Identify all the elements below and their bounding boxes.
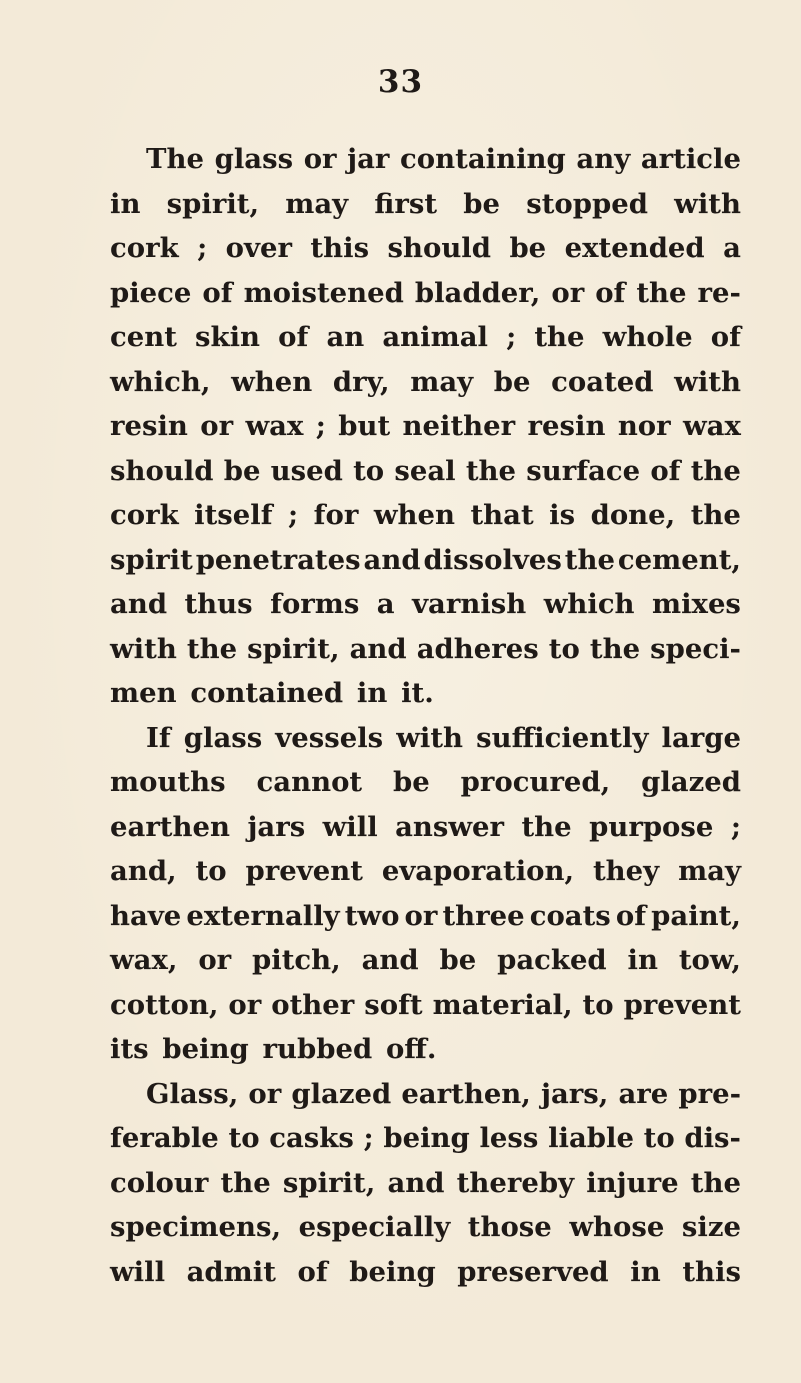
word: being (383, 1122, 470, 1154)
word: may (410, 365, 474, 398)
word: admit (186, 1255, 276, 1288)
word: stopped (526, 187, 648, 220)
word: procured, (460, 766, 611, 798)
word: prevent (245, 855, 363, 887)
word: dissolves (423, 543, 562, 576)
word: casks (269, 1122, 354, 1154)
text-line (110, 360, 741, 405)
word: other (271, 988, 355, 1021)
word: the (636, 276, 687, 309)
word: when (373, 499, 455, 531)
word: wax (683, 410, 741, 442)
word: thereby (456, 1166, 575, 1199)
word: of (278, 321, 309, 353)
word: should (110, 454, 214, 487)
word: will (322, 810, 378, 843)
text-line (110, 983, 741, 1028)
word: externally (186, 899, 340, 932)
word: earthen, (401, 1077, 531, 1110)
word: mouths (110, 766, 226, 798)
word: to (353, 454, 385, 487)
word: and (110, 588, 168, 620)
word: glass (183, 721, 263, 754)
text-line (110, 315, 741, 360)
word: will (110, 1255, 166, 1288)
word: to (195, 855, 227, 887)
text-line (110, 226, 741, 271)
word: the (220, 1166, 271, 1199)
text-line (110, 1205, 741, 1250)
word: and (361, 944, 419, 976)
text-line (110, 1116, 741, 1161)
text-line (110, 182, 741, 227)
word: which (543, 588, 635, 620)
word: re- (697, 276, 741, 309)
word: ; (197, 232, 208, 264)
word: it. (401, 677, 434, 709)
word: the (690, 454, 741, 487)
word: when (231, 365, 313, 398)
word: especially (298, 1211, 451, 1243)
word: penetrates (195, 543, 361, 576)
word: preserved (457, 1255, 609, 1288)
word: ; (315, 410, 326, 442)
word: three (442, 899, 525, 932)
word: being (162, 1033, 249, 1065)
word: liable (548, 1122, 634, 1154)
word: packed (497, 944, 607, 976)
word: for (313, 499, 359, 531)
word: an (326, 321, 365, 353)
text-line (110, 582, 741, 627)
word: speci- (650, 632, 741, 665)
word: extended (564, 232, 705, 264)
word: two (344, 899, 400, 932)
word: contained (190, 677, 344, 709)
word: the (690, 499, 741, 531)
word: of (710, 321, 741, 353)
word: this (310, 232, 370, 264)
word: the (564, 543, 615, 576)
word: moistened (243, 276, 404, 309)
word: be (493, 365, 531, 398)
text-line (110, 627, 741, 672)
word: If (146, 721, 171, 754)
word: or (404, 899, 438, 932)
word: to (548, 632, 580, 665)
word: cork (110, 499, 179, 531)
word: in (110, 187, 141, 220)
word: men (110, 677, 177, 709)
text-line (110, 938, 741, 983)
text-line (110, 137, 741, 182)
word: spirit, (247, 632, 340, 665)
word: rubbed (262, 1033, 373, 1065)
word: evaporation, (381, 855, 575, 887)
text-line (110, 671, 741, 716)
word: specimens, (110, 1211, 282, 1243)
text-line (110, 760, 741, 805)
word: resin (110, 410, 188, 442)
word: coated (551, 365, 654, 398)
word: those (467, 1211, 552, 1243)
word: the (690, 1166, 741, 1199)
word: or (551, 276, 585, 309)
word: or (228, 988, 262, 1021)
body-text (110, 137, 741, 1294)
word: the (589, 632, 641, 665)
word: size (681, 1211, 741, 1243)
word: first (374, 187, 438, 220)
word: ; (506, 321, 517, 353)
word: Glass, (146, 1077, 239, 1110)
word: jars (247, 810, 306, 843)
word: and (349, 632, 407, 665)
word: to (228, 1122, 260, 1154)
word: are (618, 1077, 669, 1110)
word: large (661, 721, 741, 754)
word: in (630, 1255, 661, 1288)
word: the (465, 454, 517, 487)
word: glazed (641, 766, 741, 798)
word: jar (347, 143, 390, 175)
word: wax (245, 410, 304, 442)
word: of (202, 276, 233, 309)
word: with (396, 721, 464, 754)
word: to (643, 1122, 675, 1154)
word: and, (110, 855, 177, 887)
word: may (285, 187, 349, 220)
word: and (363, 543, 421, 576)
word: with (674, 187, 741, 220)
word: be (509, 232, 547, 264)
word: mixes (652, 588, 741, 620)
text-line (110, 716, 741, 761)
word: with (674, 365, 741, 398)
word: containing (400, 143, 566, 175)
word: cement, (617, 543, 741, 576)
word: seal (394, 454, 456, 487)
word: dis- (684, 1122, 741, 1154)
word: to (582, 988, 614, 1021)
text-line (110, 894, 741, 939)
word: the (186, 632, 238, 665)
word: in (627, 944, 658, 976)
word: or (200, 410, 234, 442)
text-line (110, 404, 741, 449)
word: coats (529, 899, 611, 932)
word: in (356, 677, 388, 709)
word: whole (602, 321, 693, 353)
word: off. (385, 1033, 437, 1065)
word: resin (527, 410, 606, 442)
word: soft (364, 988, 423, 1021)
word: done, (590, 499, 676, 531)
word: jars, (541, 1077, 609, 1110)
word: be (223, 454, 261, 487)
word: this (682, 1255, 741, 1288)
word: the (521, 810, 572, 843)
word: ; (730, 810, 741, 843)
word: with (110, 632, 177, 665)
word: material, (432, 988, 573, 1021)
word: but (338, 410, 391, 442)
word: neither (402, 410, 516, 442)
word: they (592, 855, 660, 887)
word: any (576, 143, 631, 175)
word: pre- (678, 1077, 741, 1110)
word: the (534, 321, 585, 353)
word: a (376, 588, 395, 620)
word: wax, (110, 944, 178, 976)
word: spirit (110, 543, 193, 576)
text-line (110, 271, 741, 316)
word: tow, (678, 944, 741, 976)
word: being (349, 1255, 436, 1288)
word: cork (110, 232, 179, 264)
text-line (110, 449, 741, 494)
word: pitch, (252, 944, 341, 976)
page-number: 33 (377, 64, 424, 100)
word: injure (586, 1166, 679, 1199)
word: less (479, 1122, 539, 1154)
word: forms (270, 588, 360, 620)
word: glazed (291, 1077, 392, 1110)
word: or (248, 1077, 282, 1110)
word: or (198, 944, 232, 976)
word: ; (363, 1122, 374, 1154)
word: earthen (110, 810, 230, 843)
word: bladder, (414, 276, 541, 309)
word: used (270, 454, 343, 487)
word: animal (382, 321, 488, 353)
word: may (678, 855, 741, 887)
word: of (297, 1255, 328, 1288)
word: be (463, 187, 501, 220)
word: answer (395, 810, 505, 843)
word: thus (184, 588, 253, 620)
word: or (303, 143, 337, 175)
word: of (615, 899, 647, 932)
word: spirit, (166, 187, 260, 220)
word: should (387, 232, 491, 264)
word: a (723, 232, 741, 264)
word: paint, (651, 899, 741, 932)
word: prevent (623, 988, 741, 1021)
word: be (439, 944, 477, 976)
word: purpose (589, 810, 714, 843)
text-line (110, 805, 741, 850)
word: be (393, 766, 430, 798)
word: over (225, 232, 292, 264)
word: ferable (110, 1122, 219, 1154)
word: cannot (256, 766, 363, 798)
word: vessels (275, 721, 384, 754)
word: have (110, 899, 182, 932)
word: The (146, 143, 204, 175)
text-line (110, 849, 741, 894)
word: sufficiently (476, 721, 649, 754)
text-line (110, 538, 741, 583)
word: ; (288, 499, 299, 531)
word: dry, (332, 365, 390, 398)
word: adheres (416, 632, 539, 665)
word: its (110, 1033, 149, 1065)
text-line (110, 493, 741, 538)
word: nor (617, 410, 671, 442)
word: colour (110, 1166, 209, 1199)
word: cotton, (110, 988, 219, 1021)
word: that (470, 499, 534, 531)
text-line (110, 1161, 741, 1206)
word: surface (526, 454, 641, 487)
word: of (650, 454, 681, 487)
word: which, (110, 365, 211, 398)
word: piece (110, 276, 192, 309)
word: itself (194, 499, 273, 531)
word: spirit, (282, 1166, 376, 1199)
text-line (110, 1027, 741, 1072)
word: and (387, 1166, 445, 1199)
word: cent (110, 321, 177, 353)
text-line (110, 1250, 741, 1295)
word: of (595, 276, 626, 309)
word: is (549, 499, 576, 531)
word: article (640, 143, 741, 175)
word: skin (195, 321, 261, 353)
word: whose (569, 1211, 665, 1243)
text-line (110, 1072, 741, 1117)
word: varnish (412, 588, 527, 620)
word: glass (214, 143, 294, 175)
